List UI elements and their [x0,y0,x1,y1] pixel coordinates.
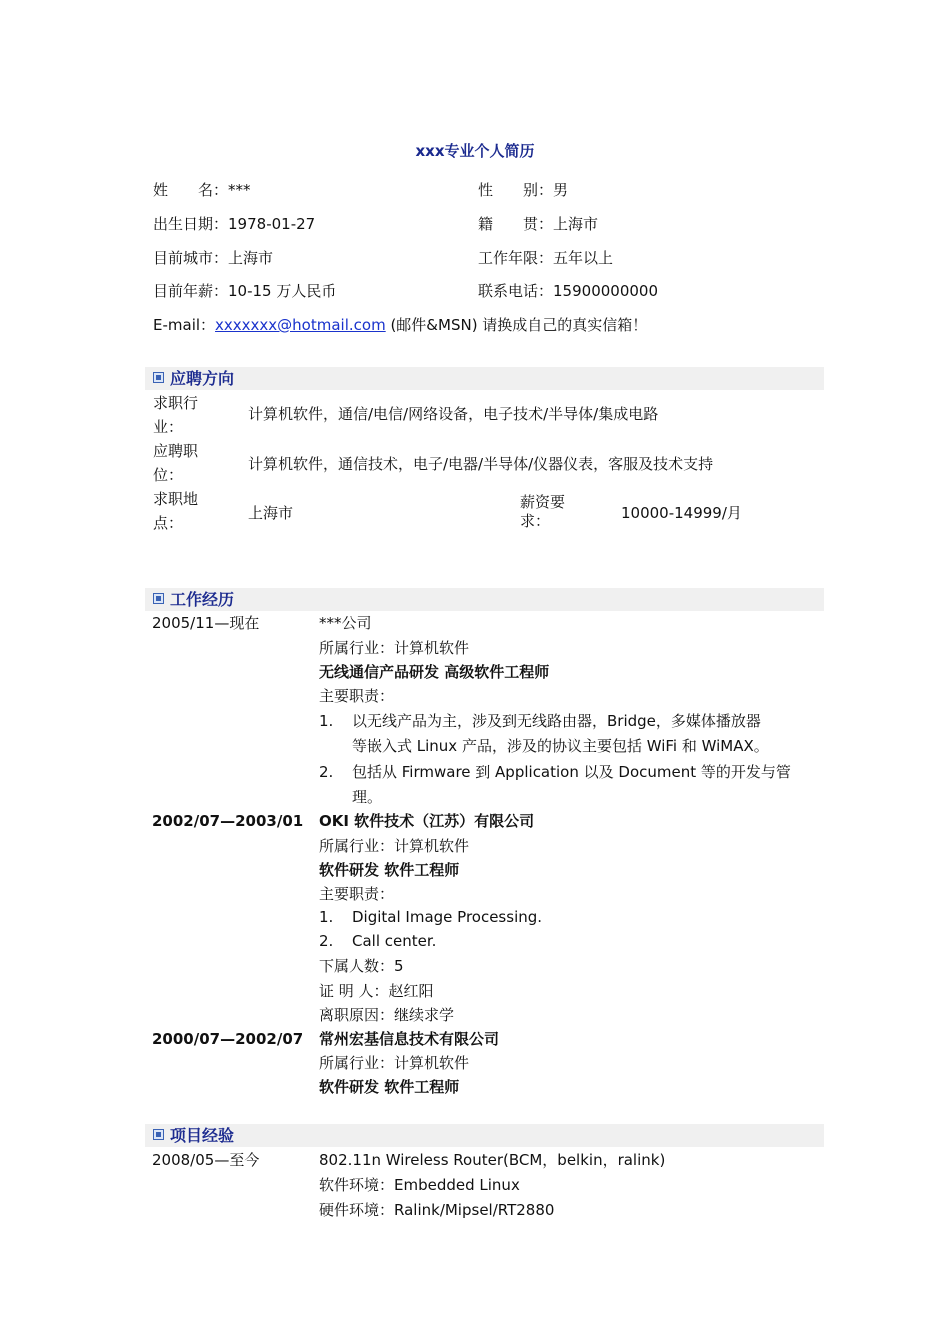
job-company: ***公司 [319,614,372,632]
job-reference: 证 明 人：赵红阳 [319,982,434,1000]
intent-position-label [153,439,198,487]
salary-value: 10-15 万人民币 [228,282,337,300]
section-title-work: 工作经历 [170,590,235,609]
label-line: 位： [153,466,184,484]
project-period: 2008/05—至今 [152,1151,260,1169]
job-industry: 所属行业：计算机软件 [319,1054,470,1072]
job-duties-label: 主要职责： [319,687,395,705]
intent-location-label [153,487,198,535]
job-period: 2005/11—现在 [152,614,260,632]
job-role: 软件研发 软件工程师 [319,1078,460,1096]
project-software-env: 软件环境：Embedded Linux [319,1176,520,1194]
phone-row [478,281,658,301]
years-label: 工作年限： [478,249,554,267]
native-label: 籍 贯： [478,215,554,233]
section-header-work [145,588,824,611]
phone-value: 15900000000 [553,282,658,300]
intent-position-value: 计算机软件，通信技术，电子/电器/半导体/仪器仪表，客服及技术支持 [248,455,714,473]
email-label: E-mail： [153,316,216,334]
native-row [478,214,598,234]
gender-label: 性 别： [478,181,554,199]
name-row [153,180,251,200]
city-row [153,248,273,268]
label-line: 薪资要 [520,493,566,511]
duty-number: 2. [319,932,334,950]
job-leave-reason: 离职原因：继续求学 [319,1006,455,1024]
section-header-intent [145,367,824,390]
job-company: OKI 软件技术（江苏）有限公司 [319,812,535,830]
duty-text: 以无线产品为主，涉及到无线路由器，Bridge，多媒体播放器 [352,712,761,730]
intent-location-value: 上海市 [248,504,294,522]
label-line: 求职行 [153,394,199,412]
intent-salary-value: 10000-14999/月 [621,504,742,522]
job-industry: 所属行业：计算机软件 [319,639,470,657]
years-value: 五年以上 [553,249,614,267]
project-name: 802.11n Wireless Router(BCM，belkin，ralink) [319,1151,666,1169]
label-line: 求职地 [153,490,199,508]
city-value: 上海市 [228,249,274,267]
job-industry: 所属行业：计算机软件 [319,837,470,855]
project-hardware-env: 硬件环境：Ralink/Mipsel/RT2880 [319,1201,555,1219]
duty-text: Digital Image Processing. [352,908,543,926]
job-subordinates: 下属人数：5 [319,957,404,975]
name-label: 姓 名： [153,181,229,199]
duty-number: 1. [319,908,334,926]
name-value: *** [228,181,251,199]
section-header-projects [145,1124,824,1147]
label-line: 求： [520,512,551,530]
duty-text: Call center. [352,932,437,950]
section-title-intent: 应聘方向 [170,369,235,388]
job-company: 常州宏基信息技术有限公司 [319,1030,500,1048]
duty-text: 等嵌入式 Linux 产品，涉及的协议主要包括 WiFi 和 WiMAX。 [352,737,769,755]
label-line: 应聘职 [153,442,199,460]
duty-text: 包括从 Firmware 到 Application 以及 Document 等的开发与管 [352,763,791,781]
phone-label: 联系电话： [478,282,554,300]
job-period: 2000/07—2002/07 [152,1030,304,1048]
section-title-projects: 项目经验 [170,1126,235,1145]
job-period: 2002/07—2003/01 [152,812,304,830]
email-row [153,315,647,335]
label-line: 点： [153,514,184,532]
job-duties-label: 主要职责： [319,885,395,903]
intent-industry-value: 计算机软件，通信/电信/网络设备，电子技术/半导体/集成电路 [248,405,659,423]
intent-salary-label [520,493,565,531]
gender-value: 男 [553,181,569,199]
native-value: 上海市 [553,215,599,233]
section-image-icon [153,1129,164,1140]
birth-label: 出生日期： [153,215,229,233]
salary-row [153,281,336,301]
resume-title: xxx专业个人简历 [415,142,535,160]
gender-row [478,180,568,200]
duty-text: 理。 [352,788,383,806]
duty-number: 1. [319,712,334,730]
duty-number: 2. [319,763,334,781]
intent-industry-label [153,391,198,439]
section-image-icon [153,593,164,604]
years-row [478,248,613,268]
city-label: 目前城市： [153,249,229,267]
label-line: 业： [153,418,184,436]
job-role: 无线通信产品研发 高级软件工程师 [319,663,550,681]
birth-value: 1978-01-27 [228,215,316,233]
section-image-icon [153,372,164,383]
email-link[interactable]: xxxxxxx@hotmail.com [215,316,386,334]
birth-row [153,214,315,234]
job-role: 软件研发 软件工程师 [319,861,460,879]
salary-label: 目前年薪： [153,282,229,300]
email-note: (邮件&MSN) 请换成自己的真实信箱！ [385,316,648,334]
